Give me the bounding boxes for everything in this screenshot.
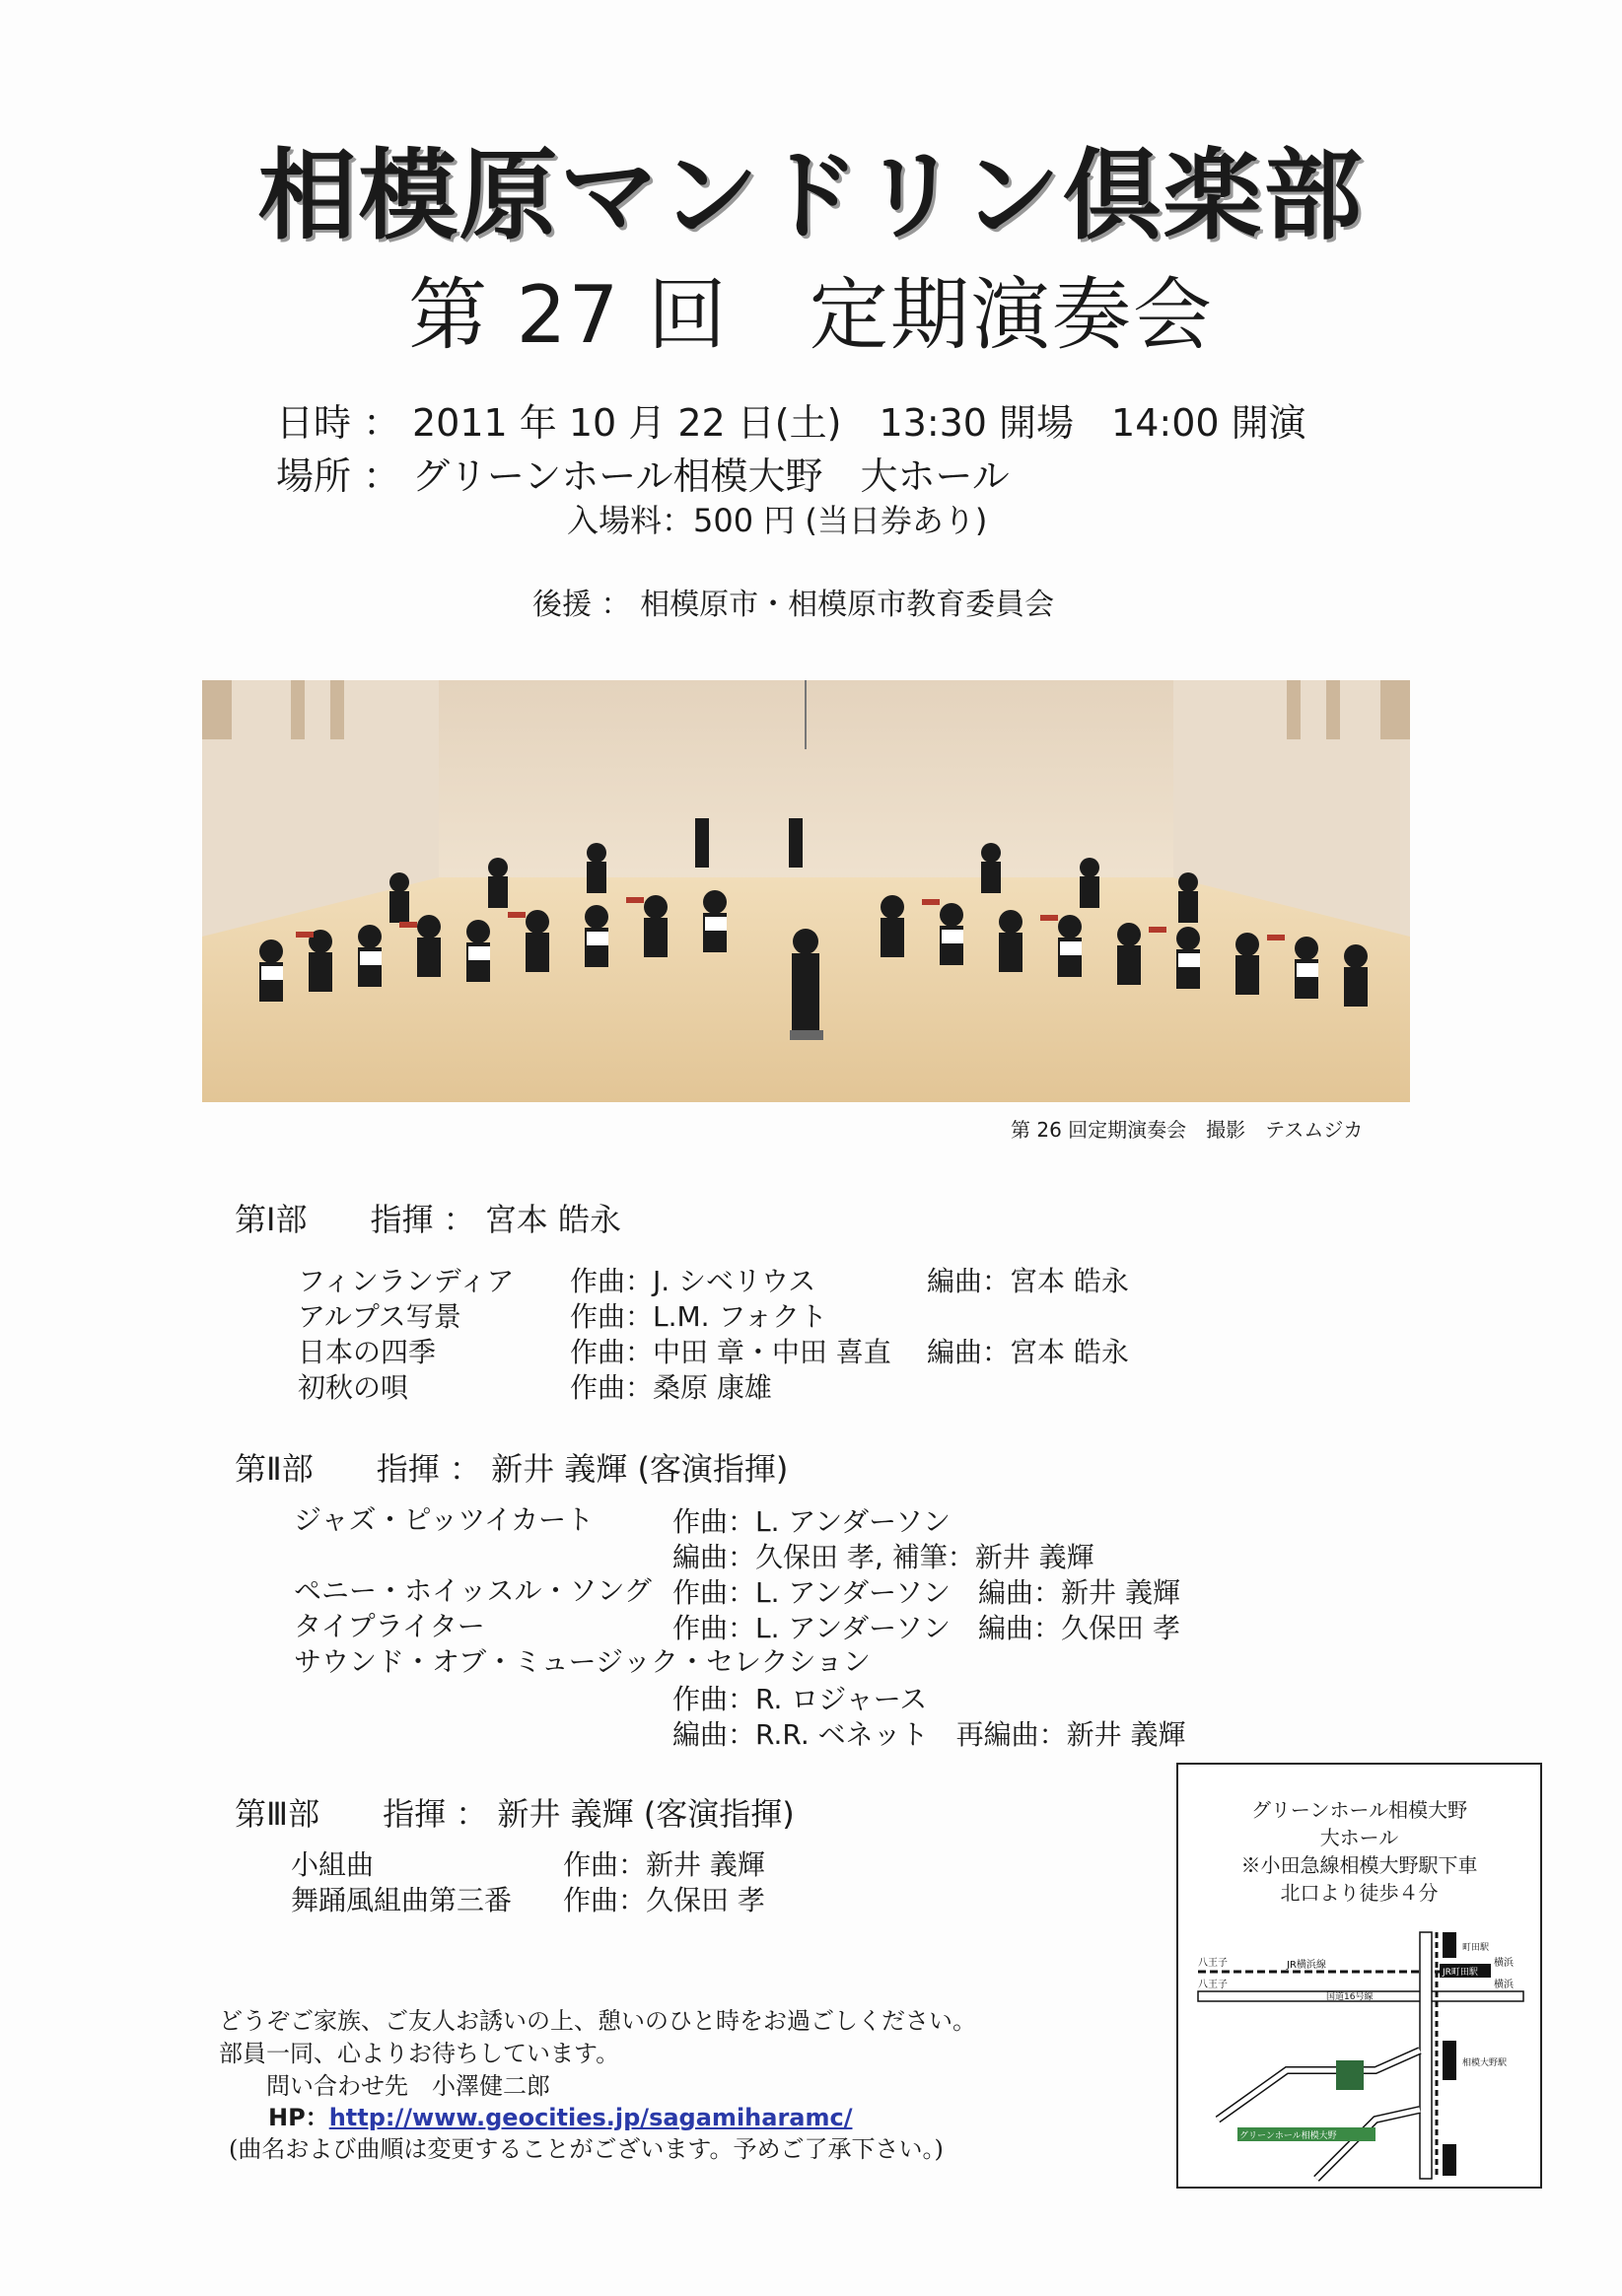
- part2-line-7: 作曲：L. アンダーソン 編曲：久保田 孝: [672, 1612, 1180, 1644]
- part1-piece-2-composer: 作曲：L.M. フォクト: [570, 1300, 828, 1333]
- venue-value: グリーンホール相模大野 大ホール: [412, 454, 1010, 498]
- venue-label: 場所 ：: [276, 454, 401, 498]
- part1-piece-1-arranger: 編曲：宮本 皓永: [927, 1265, 1129, 1297]
- club-name: 相模原マンドリン倶楽部: [257, 138, 1365, 253]
- datetime-value: 2011 年 10 月 22 日(土) 13:30 開場 14:00 開演: [412, 401, 1306, 445]
- part1-piece-2-title: アルプス写景: [298, 1300, 461, 1333]
- map-label-jr-machida: JR町田駅: [1443, 1968, 1478, 1978]
- photo-caption: 第 26 回定期演奏会 撮影 テスムジカ: [1011, 1118, 1364, 1142]
- part2-line-9: 作曲：R. ロジャース: [672, 1683, 928, 1715]
- part1-piece-3-arranger: 編曲：宮本 皓永: [927, 1336, 1129, 1368]
- concert-title: 第 27 回 定期演奏会: [408, 269, 1214, 361]
- part3-heading: 第Ⅲ部 指揮 ： 新井 義輝 (客演指揮): [235, 1795, 795, 1833]
- contact-person: 問い合わせ先 小澤健二郎: [266, 2072, 550, 2100]
- part3-piece-1-title: 小組曲: [291, 1848, 375, 1881]
- part2-line-2: 作曲：L. アンダーソン: [672, 1505, 952, 1538]
- part3-piece-2-title: 舞踊風組曲第三番: [291, 1884, 513, 1916]
- part3-piece-2-composer: 作曲：久保田 孝: [563, 1884, 765, 1916]
- map-title-1: グリーンホール相模大野: [1250, 1798, 1468, 1822]
- map-label-yokohama-mid: 横浜: [1494, 1980, 1514, 1990]
- map-label-hachioji-mid: 八王子: [1198, 1980, 1228, 1990]
- part2-line-5: 作曲：L. アンダーソン 編曲：新井 義輝: [672, 1576, 1180, 1609]
- part2-line-6: タイプライター: [294, 1610, 485, 1642]
- part2-heading: 第Ⅱ部 指揮 ： 新井 義輝 (客演指揮): [235, 1450, 789, 1488]
- part1-heading: 第Ⅰ部 指揮 ： 宮本 皓永: [235, 1201, 621, 1238]
- hp-label: HP：: [268, 2104, 329, 2131]
- invitation-line-1: どうぞご家族、ご友人お誘いの上、憩いのひと時をお過ごしください。: [219, 2007, 976, 2035]
- map-label-sagamiono: 相模大野駅: [1462, 2058, 1508, 2068]
- map-note-2: 北口より徒歩４分: [1280, 1881, 1439, 1905]
- part2-line-4: ペニー・ホイッスル・ソング: [294, 1574, 652, 1607]
- part2-line-3: 編曲：久保田 孝, 補筆：新井 義輝: [672, 1541, 1094, 1573]
- part1-piece-1-title: フィンランディア: [298, 1265, 515, 1297]
- map-title-2: 大ホール: [1319, 1826, 1399, 1849]
- admission: 入場料：500 円 (当日券あり): [567, 502, 988, 539]
- part1-piece-1-composer: 作曲：J. シベリウス: [570, 1265, 816, 1297]
- part3-piece-1-composer: 作曲：新井 義輝: [563, 1848, 765, 1881]
- part1-piece-3-composer: 作曲：中田 章・中田 喜直: [570, 1336, 891, 1368]
- invitation-line-2: 部員一同、心よりお待ちしています。: [219, 2040, 620, 2067]
- orchestra-photo: [202, 680, 1410, 1102]
- map-label-hall: グリーンホール相模大野: [1239, 2131, 1337, 2141]
- homepage-link[interactable]: http://www.geocities.jp/sagamiharamc/: [328, 2104, 853, 2131]
- map-label-route16: 国道16号線: [1326, 1992, 1374, 2002]
- map-label-machida: 町田駅: [1462, 1943, 1490, 1953]
- part2-line-1: ジャズ・ピッツイカート: [294, 1503, 595, 1536]
- map-label-jr-yokohama: JR横浜線: [1287, 1960, 1326, 1971]
- part1-piece-4-composer: 作曲：桑原 康雄: [570, 1371, 772, 1404]
- part1-piece-4-title: 初秋の唄: [298, 1371, 409, 1404]
- part2-line-8: サウンド・オブ・ミュージック・セレクション: [294, 1645, 871, 1678]
- map-note-1: ※小田急線相模大野駅下車: [1240, 1853, 1478, 1877]
- map-drawing: [1178, 1922, 1540, 2184]
- support-organizations: 後援 ： 相模原市・相模原市教育委員会: [532, 588, 1055, 622]
- map-label-hachioji-top: 八王子: [1198, 1958, 1228, 1969]
- datetime-label: 日時 ：: [276, 401, 401, 445]
- disclaimer: (曲名および曲順は変更することがございます。予めご了承下さい。): [229, 2135, 944, 2163]
- part2-line-10: 編曲：R.R. ベネット 再編曲：新井 義輝: [672, 1718, 1186, 1751]
- orchestra-photo-drawing: [202, 680, 1410, 1102]
- venue-map: [1176, 1763, 1542, 2189]
- part1-piece-3-title: 日本の四季: [298, 1336, 437, 1368]
- map-label-yokohama-top: 横浜: [1494, 1958, 1514, 1969]
